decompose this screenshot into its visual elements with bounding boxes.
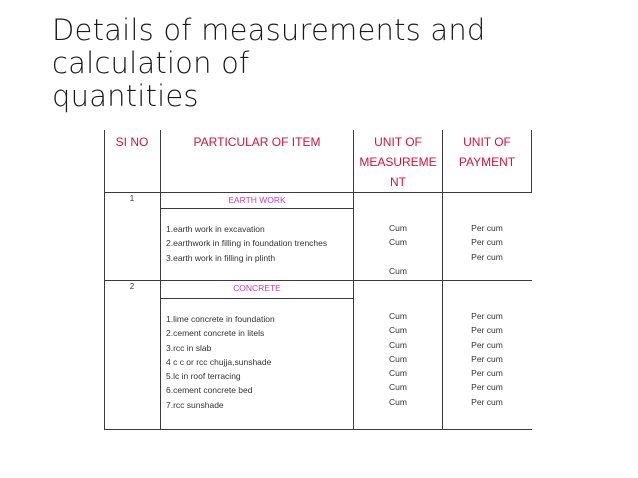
list-item: 7.rcc sunshade <box>166 399 224 410</box>
unit-value: Per cum <box>471 251 503 262</box>
list-item: 3.earth work in filling in plinth <box>166 252 276 263</box>
header-particular: PARTICULAR OF ITEM <box>193 135 321 149</box>
unit-value: Per cum <box>471 353 503 364</box>
unit-value: Cum <box>389 223 407 233</box>
header-unit-payment-line: PAYMENT <box>458 155 516 169</box>
section-2-heading: CONCRETE <box>233 283 281 293</box>
unit-value: Cum <box>389 396 407 407</box>
section-1-unit-measurement <box>354 221 442 278</box>
unit-value: Per cum <box>471 339 503 350</box>
unit-value: Cum <box>389 325 407 336</box>
header-unit-payment-line: UNIT OF <box>463 135 511 149</box>
list-item: 6.cement concrete bed <box>166 385 253 396</box>
quantities-table <box>104 130 532 430</box>
header-sl-no: SI NO <box>115 135 149 149</box>
header-unit-payment <box>442 132 532 172</box>
section-2-unit-measurement <box>354 309 442 409</box>
unit-value: Cum <box>389 311 407 321</box>
unit-value: Cum <box>389 368 407 379</box>
unit-value <box>354 250 442 264</box>
list-item: 3.rcc in slab <box>166 342 212 353</box>
unit-value: Cum <box>389 353 407 364</box>
title-line-2: calculation of <box>52 46 250 80</box>
header-unit-measurement-line: NT <box>390 175 406 189</box>
title-line-1: Details of measurements and <box>52 13 486 47</box>
list-item: 1.lime concrete in foundation <box>166 314 275 324</box>
section-1-sl: 1 <box>129 194 135 203</box>
unit-value: Per cum <box>471 237 503 248</box>
list-item: 5.lc in roof terracing <box>166 371 241 382</box>
section-1-unit-payment <box>442 221 532 264</box>
header-unit-measurement <box>354 132 442 192</box>
header-unit-measurement-line: MEASUREME <box>359 155 437 169</box>
slide-title <box>52 14 612 113</box>
section-2-unit-payment <box>442 309 532 409</box>
title-line-3: quantities <box>52 79 199 113</box>
unit-value: Cum <box>389 265 407 276</box>
unit-value: Per cum <box>471 396 503 407</box>
list-item: 2.cement concrete in litels <box>166 328 265 339</box>
list-item: 4 c c or rcc chujja,sunshade <box>166 356 272 367</box>
unit-value: Per cum <box>471 311 503 321</box>
list-item: 1.earth work in excavation <box>166 224 265 234</box>
unit-value: Per cum <box>471 325 503 336</box>
unit-value: Cum <box>389 382 407 393</box>
unit-value: Cum <box>389 237 407 248</box>
section-1-heading: EARTH WORK <box>228 195 286 205</box>
unit-value: Cum <box>389 339 407 350</box>
unit-value: Per cum <box>471 223 503 233</box>
header-unit-measurement-line: UNIT OF <box>374 135 422 149</box>
unit-value: Per cum <box>471 382 503 393</box>
section-2-items <box>166 312 275 412</box>
list-item: 2.earthwork in filling in foundation trenches <box>166 238 328 249</box>
unit-value: Per cum <box>471 368 503 379</box>
section-2-sl: 2 <box>129 282 135 291</box>
section-1-items <box>166 222 327 265</box>
